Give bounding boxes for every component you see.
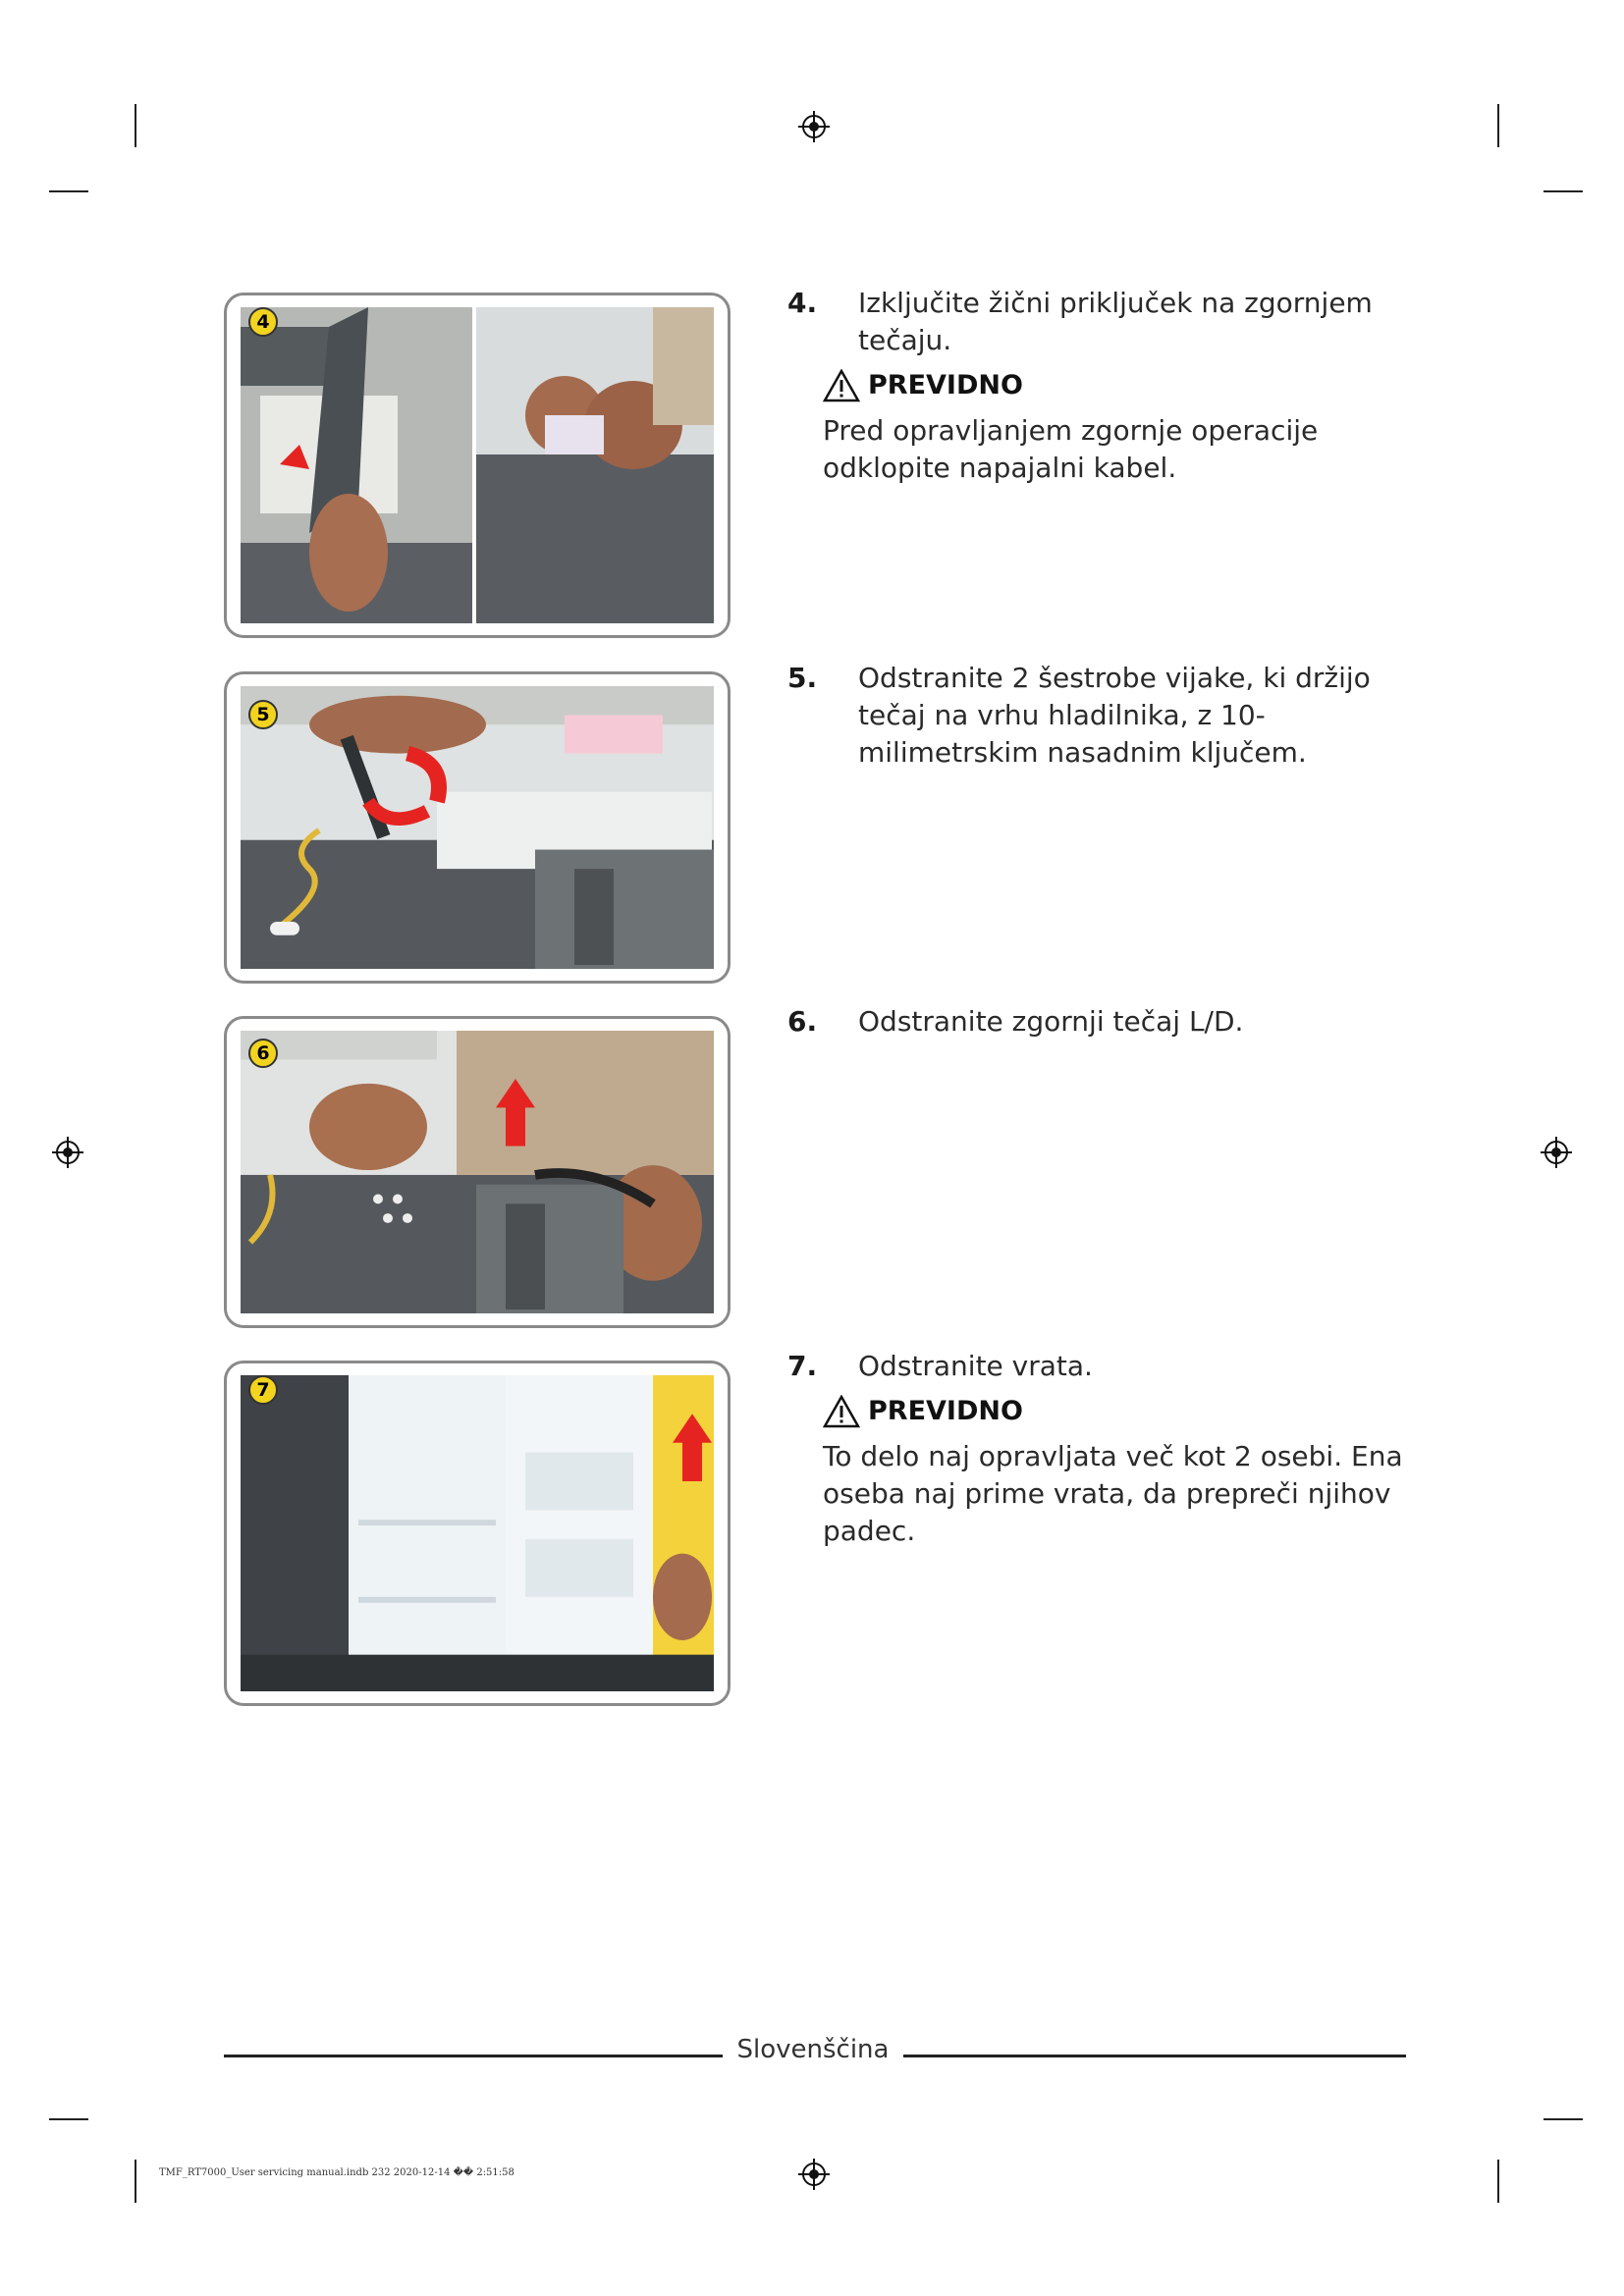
crop-mark	[1497, 104, 1499, 147]
crop-mark	[1543, 2118, 1583, 2120]
step-7-instruction	[787, 1348, 1412, 1550]
step-4-photo	[224, 293, 731, 638]
caution-heading	[823, 367, 1412, 404]
crop-mark	[49, 2118, 88, 2120]
footer-rule	[903, 2055, 1406, 2057]
registration-mark-icon	[797, 2158, 831, 2191]
step-badge: 4	[248, 307, 278, 337]
caution-label: PREVIDNO	[868, 1396, 1023, 1426]
step-6-instruction	[787, 1003, 1412, 1041]
print-slug: TMF_RT7000_User servicing manual.indb 232 2020-12-14 �� 2:51:58	[159, 2167, 514, 2178]
step-number: 4.	[787, 287, 818, 319]
footer-rule	[224, 2055, 723, 2057]
step-badge: 6	[248, 1039, 278, 1068]
crop-mark	[135, 2160, 136, 2203]
step-number: 7.	[787, 1350, 818, 1382]
step-text: Odstranite zgornji tečaj L/D.	[858, 1005, 1244, 1038]
caution-text: To delo naj opravljata več kot 2 osebi. Ena oseba naj prime vrata, da prepreči njihov padec.	[823, 1440, 1403, 1547]
caution-heading	[823, 1393, 1412, 1430]
step-number: 6.	[787, 1005, 818, 1038]
registration-mark-icon	[797, 110, 831, 143]
step-number: 5.	[787, 662, 818, 694]
registration-mark-icon	[1540, 1136, 1573, 1169]
step-text: Odstranite 2 šestrobe vijake, ki držijo tečaj na vrhu hladilnika, z 10-milimetrskim nasadnim ključem.	[858, 662, 1371, 769]
step-5-photo	[224, 671, 731, 984]
step-5-instruction	[787, 660, 1412, 772]
step-badge: 7	[248, 1375, 278, 1405]
step-6-photo	[224, 1016, 731, 1328]
step-4-instruction	[787, 285, 1412, 487]
crop-mark	[49, 190, 88, 192]
caution-label: PREVIDNO	[868, 370, 1023, 400]
crop-mark	[1497, 2160, 1499, 2203]
step-badge: 5	[248, 700, 278, 729]
crop-mark	[1543, 190, 1583, 192]
crop-mark	[135, 104, 136, 147]
step-7-photo	[224, 1361, 731, 1706]
warning-triangle-icon	[823, 369, 860, 402]
step-text: Izključite žični priključek na zgornjem tečaju.	[858, 287, 1373, 356]
step-text: Odstranite vrata.	[858, 1350, 1093, 1382]
registration-mark-icon	[51, 1136, 84, 1169]
caution-text: Pred opravljanjem zgornje operacije odklopite napajalni kabel.	[823, 414, 1319, 484]
warning-triangle-icon	[823, 1395, 860, 1428]
footer-language: Slovenščina	[736, 2035, 890, 2064]
